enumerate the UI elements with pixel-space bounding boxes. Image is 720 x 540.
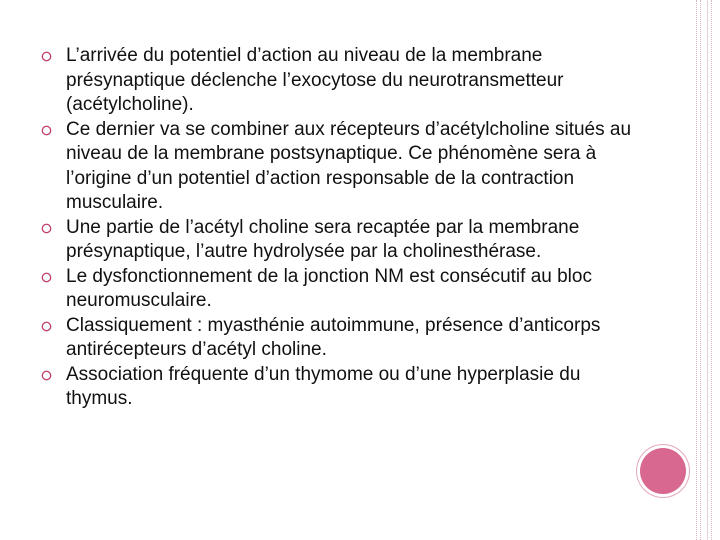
bullet-text: Ce dernier va se combiner aux récepteurs d’acétylcholine situés au niveau de la membrane postsynaptique. Ce phénomène sera à l’origine d’un potentiel d’action responsable de la contraction musculaire. <box>66 118 632 213</box>
bullet-text: L’arrivée du potentiel d’action au niveau de la membrane présynaptique déclenche l’exocytose du neurotransmetteur (acétylcholine). <box>66 45 564 115</box>
circle-bullet-icon <box>41 125 52 136</box>
bullet-item <box>40 44 640 118</box>
bullet-item <box>40 363 640 412</box>
bullet-text: Une partie de l’acétyl choline sera recaptée par la membrane présynaptique, l’autre hydrolysée par la cholinesthérase. <box>66 216 580 262</box>
circle-bullet-icon <box>41 321 52 332</box>
circle-bullet-icon <box>41 370 52 381</box>
bullet-item <box>40 216 640 265</box>
decorative-frame-line <box>707 0 708 540</box>
decorative-accent-circle <box>640 448 686 494</box>
bullet-text: Association fréquente d’un thymome ou d’une hyperplasie du thymus. <box>66 363 581 409</box>
slide-body <box>40 44 640 412</box>
bullet-text: Classiquement : myasthénie autoimmune, présence d’anticorps antirécepteurs d’acétyl choline. <box>66 314 601 360</box>
bullet-item <box>40 265 640 314</box>
circle-bullet-icon <box>41 51 52 62</box>
decorative-frame-line <box>696 0 697 540</box>
decorative-frame-line <box>711 0 712 540</box>
circle-bullet-icon <box>41 223 52 234</box>
decorative-frame-line <box>700 0 701 540</box>
bullet-text: Le dysfonctionnement de la jonction NM est consécutif au bloc neuromusculaire. <box>66 265 592 311</box>
bullet-item <box>40 118 640 216</box>
bullet-item <box>40 314 640 363</box>
circle-bullet-icon <box>41 272 52 283</box>
bullet-list <box>40 44 640 412</box>
